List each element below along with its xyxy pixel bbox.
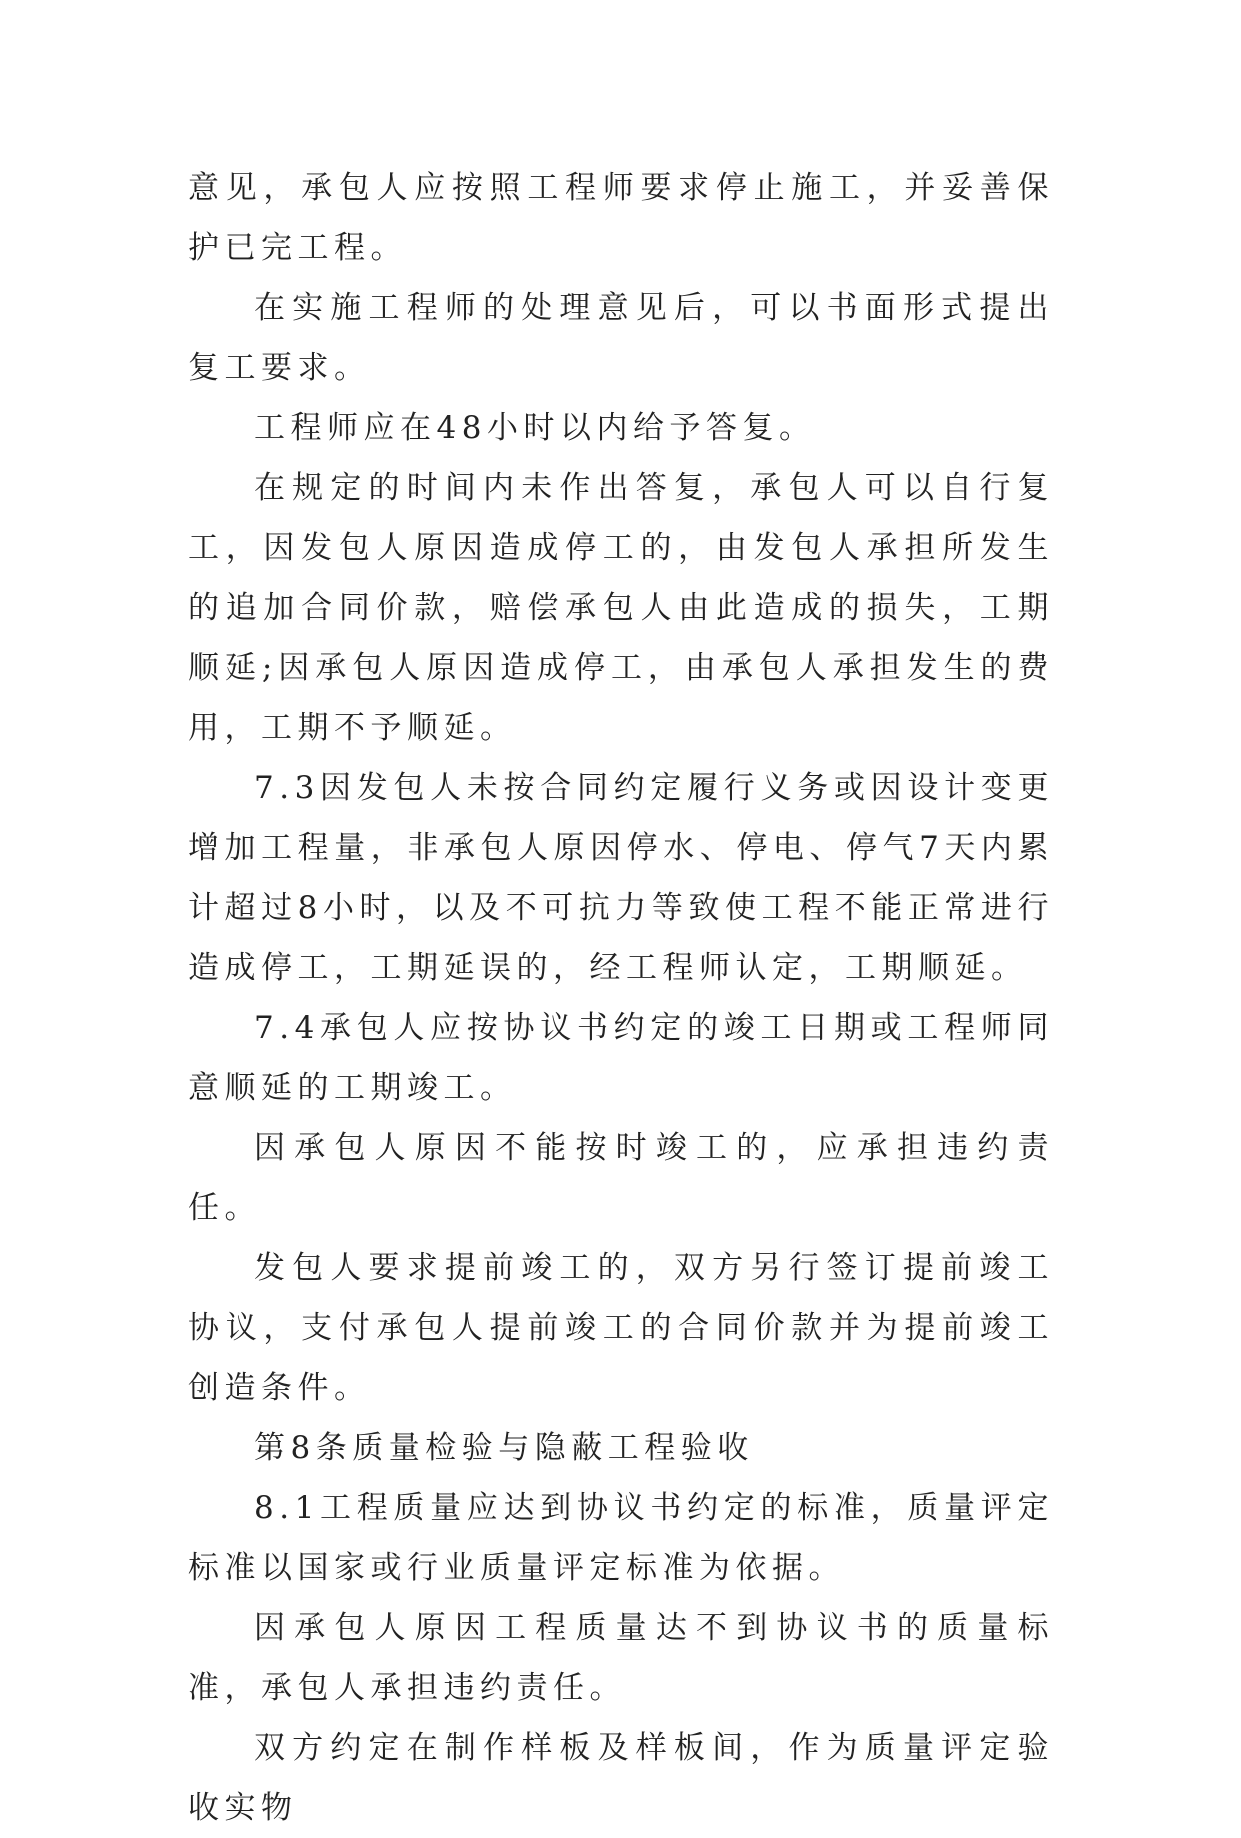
paragraph-1: 意见，承包人应按照工程师要求停止施工，并妥善保护已完工程。 [188, 170, 1054, 266]
paragraph-2: 在实施工程师的处理意见后，可以书面形式提出复工要求。 [188, 290, 1054, 386]
paragraph-4: 在规定的时间内未作出答复，承包人可以自行复工，因发包人原因造成停工的，由发包人承担所发生的追加合同价款，赔偿承包人由此造成的损失，工期顺延;因承包人原因造成停工，由承包人承担发生的费用，工期不予顺延。 [188, 470, 1054, 746]
paragraph-6: 7.4承包人应按协议书约定的竣工日期或工程师同意顺延的工期竣工。 [188, 1010, 1054, 1106]
paragraph-7: 因承包人原因不能按时竣工的，应承担违约责任。 [188, 1130, 1054, 1226]
paragraph-10: 8.1工程质量应达到协议书约定的标准，质量评定标准以国家或行业质量评定标准为依据。 [188, 1490, 1054, 1586]
paragraph-3: 工程师应在48小时以内给予答复。 [254, 410, 816, 446]
document-body [188, 158, 1054, 1838]
paragraph-12: 双方约定在制作样板及样板间，作为质量评定验收实物 [188, 1730, 1054, 1826]
paragraph-5: 7.3因发包人未按合同约定履行义务或因设计变更增加工程量，非承包人原因停水、停电、停气7天内累计超过8小时，以及不可抗力等致使工程不能正常进行造成停工，工期延误的，经工程师认定，工期顺延。 [188, 770, 1054, 986]
paragraph-11: 因承包人原因工程质量达不到协议书的质量标准，承包人承担违约责任。 [188, 1610, 1054, 1706]
section-heading: 第8条质量检验与隐蔽工程验收 [254, 1430, 754, 1466]
paragraph-8: 发包人要求提前竣工的，双方另行签订提前竣工协议，支付承包人提前竣工的合同价款并为提前竣工创造条件。 [188, 1250, 1054, 1406]
